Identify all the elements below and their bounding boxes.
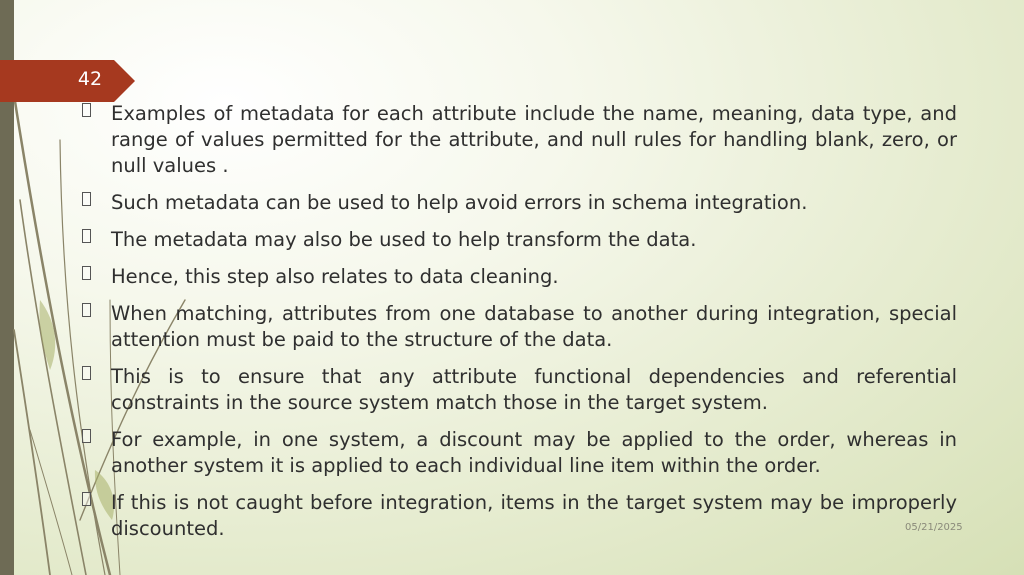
bullet-text: If this is not caught before integration, items in the target system may be improperly discounted. — [111, 491, 957, 540]
bullet-box-icon — [82, 303, 91, 317]
bullet-box-icon — [82, 492, 91, 506]
list-item — [80, 227, 957, 253]
bullet-box-icon — [82, 429, 91, 443]
bullet-text: For example, in one system, a discount may be applied to the order, whereas in another system it is applied to each individual line item within the order. — [111, 428, 957, 477]
list-item — [80, 190, 957, 216]
bullet-box-icon — [82, 266, 91, 280]
list-item — [80, 427, 957, 479]
slide-number-tab — [0, 60, 135, 102]
slide-date: 05/21/2025 — [905, 522, 963, 533]
bullet-text: Hence, this step also relates to data cleaning. — [111, 265, 559, 288]
bullet-text: Such metadata can be used to help avoid errors in schema integration. — [111, 191, 808, 214]
list-item — [80, 101, 957, 179]
bullet-box-icon — [82, 103, 91, 117]
bullet-text: When matching, attributes from one database to another during integration, special attention must be paid to the structure of the data. — [111, 302, 957, 351]
list-item — [80, 364, 957, 416]
list-item — [80, 490, 957, 542]
list-item — [80, 264, 957, 290]
bullet-text: Examples of metadata for each attribute include the name, meaning, data type, and range of values permitted for the attribute, and null rules for handling blank, zero, or null values . — [111, 102, 957, 177]
bullet-list — [80, 101, 957, 553]
bullet-box-icon — [82, 192, 91, 206]
bullet-text: The metadata may also be used to help transform the data. — [111, 228, 697, 251]
list-item — [80, 301, 957, 353]
bullet-box-icon — [82, 229, 91, 243]
slide-number: 42 — [77, 68, 103, 90]
bullet-box-icon — [82, 366, 91, 380]
bullet-text: This is to ensure that any attribute functional dependencies and referential constraints in the source system match those in the target system. — [111, 365, 957, 414]
